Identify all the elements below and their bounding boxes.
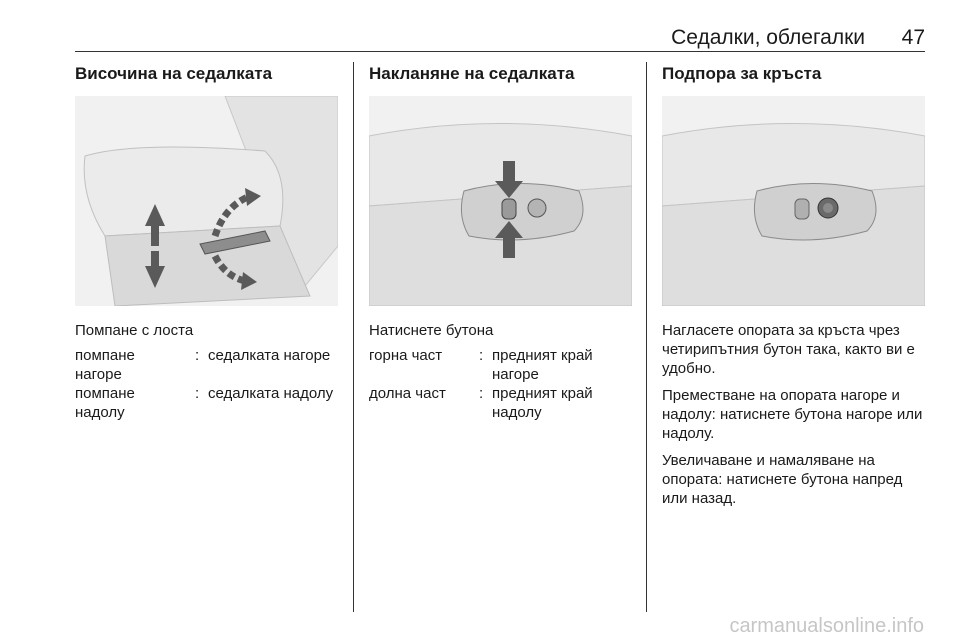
- definition-term: горна част: [369, 347, 443, 364]
- definition-colon: :: [195, 385, 200, 402]
- seat-height-illustration: [75, 96, 338, 306]
- definition-value: седалката надолу: [208, 385, 334, 402]
- definition-list: [75, 346, 340, 422]
- definition-value: предният край нагоре: [492, 347, 593, 383]
- lumbar-instructions: [662, 321, 927, 516]
- section-lumbar-support: [662, 62, 821, 86]
- definition-row: [75, 384, 340, 422]
- watermark: carmanualsonline.info: [729, 615, 924, 637]
- page-header: [75, 24, 925, 52]
- figure-caption: Помпане с лоста: [75, 322, 194, 339]
- definition-row: [369, 346, 634, 384]
- definition-value: седалката нагоре: [208, 347, 331, 364]
- figure-caption: Натиснете бутона: [369, 322, 494, 339]
- page-number: 47: [901, 26, 925, 49]
- definition-colon: :: [479, 385, 484, 402]
- section-seat-tilt: [369, 62, 574, 86]
- seat-tilt-illustration: [369, 96, 632, 306]
- section-seat-height: [75, 62, 272, 86]
- column-divider: [646, 62, 647, 612]
- definition-term: помпане нагоре: [75, 347, 135, 383]
- instruction-paragraph: Увеличаване и намаляване на опората: натиснете бутона напред или назад.: [662, 452, 903, 507]
- column-divider: [353, 62, 354, 612]
- section-title: Подпора за кръста: [662, 64, 822, 83]
- definition-colon: :: [479, 347, 484, 364]
- section-title: Накланяне на седалката: [369, 64, 575, 83]
- definition-row: [75, 346, 340, 384]
- definition-list: [369, 346, 634, 422]
- definition-colon: :: [195, 347, 200, 364]
- definition-row: [369, 384, 634, 422]
- header-rule: [75, 51, 925, 52]
- definition-term: долна част: [369, 385, 446, 402]
- section-title: Височина на седалката: [75, 64, 273, 83]
- lumbar-support-illustration: [662, 96, 925, 306]
- definition-term: помпане надолу: [75, 385, 135, 421]
- definition-value: предният край надолу: [492, 385, 593, 421]
- instruction-paragraph: Преместване на опората нагоре и надолу: натиснете бутона нагоре или надолу.: [662, 387, 923, 442]
- header-title: Седалки, облегалки: [671, 26, 865, 49]
- instruction-paragraph: Нагласете опората за кръста чрез четирипътния бутон така, както ви е удобно.: [662, 322, 915, 377]
